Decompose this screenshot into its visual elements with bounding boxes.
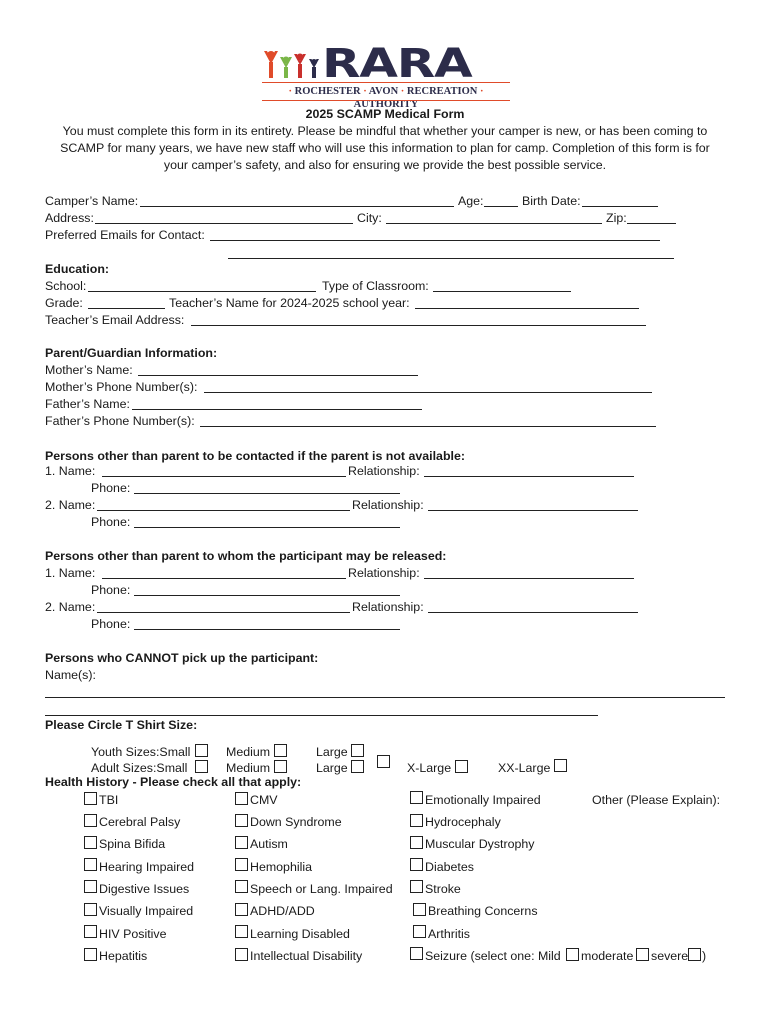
muscular-dystrophy-checkbox[interactable] <box>410 836 423 849</box>
youth-large-label: Large <box>316 745 348 759</box>
grade-field[interactable] <box>88 308 165 309</box>
diabetes-checkbox[interactable] <box>410 858 423 871</box>
hearing-impaired-label: Hearing Impaired <box>99 860 195 874</box>
adhd-add-label: ADHD/ADD <box>250 904 315 918</box>
logo-wordmark: RARA <box>322 41 472 87</box>
adult-xxlarge-label: XX-Large <box>498 761 551 775</box>
hearing-impaired-checkbox[interactable] <box>84 858 97 871</box>
down-syndrome-label: Down Syndrome <box>250 815 342 829</box>
health-other-label: Other (Please Explain): <box>592 793 721 807</box>
father-phone-field[interactable] <box>200 426 656 427</box>
speech-lang-impaired-label: Speech or Lang. Impaired <box>250 882 393 896</box>
parent-heading: Parent/Guardian Information: <box>45 346 218 360</box>
emails-field-2[interactable] <box>228 258 674 259</box>
seizure-close-paren: ) <box>702 949 707 963</box>
cmv-label: CMV <box>250 793 278 807</box>
age-field[interactable] <box>484 206 518 207</box>
adult-xlarge-checkbox[interactable] <box>455 760 468 773</box>
hydrocephaly-checkbox[interactable] <box>410 814 423 827</box>
logo-rule-top <box>262 82 510 83</box>
adhd-add-checkbox[interactable] <box>235 903 248 916</box>
zip-label: Zip: <box>606 211 627 225</box>
intro-line-1: You must complete this form in its entirety. Please be mindful that whether your camper is new, or has been coming to <box>62 124 708 138</box>
contact-2-relationship-field[interactable] <box>428 510 638 511</box>
hydrocephaly-label: Hydrocephaly <box>425 815 501 829</box>
learning-disabled-label: Learning Disabled <box>250 927 350 941</box>
diabetes-label: Diabetes <box>425 860 474 874</box>
grade-label: Grade: <box>45 296 83 310</box>
adult-xlarge-label: X-Large <box>407 761 452 775</box>
stroke-checkbox[interactable] <box>410 880 423 893</box>
cerebral-palsy-label: Cerebral Palsy <box>99 815 181 829</box>
digestive-issues-checkbox[interactable] <box>84 880 97 893</box>
intellectual-disability-label: Intellectual Disability <box>250 949 363 963</box>
breathing-concerns-label: Breathing Concerns <box>428 904 538 918</box>
hiv-positive-label: HIV Positive <box>99 927 167 941</box>
spina-bifida-label: Spina Bifida <box>99 837 166 851</box>
tbi-checkbox[interactable] <box>84 792 97 805</box>
contact-2-phone-label: Phone: <box>91 515 131 529</box>
visually-impaired-label: Visually Impaired <box>99 904 194 918</box>
mother-phone-field[interactable] <box>204 392 652 393</box>
release-2-phone-field[interactable] <box>134 629 400 630</box>
mother-name-label: Mother’s Name: <box>45 363 133 377</box>
adult-large-extra-checkbox[interactable] <box>377 755 390 768</box>
down-syndrome-checkbox[interactable] <box>235 814 248 827</box>
seizure-mild-checkbox[interactable] <box>566 948 579 961</box>
school-label: School: <box>45 279 87 293</box>
zip-field[interactable] <box>627 223 676 224</box>
adult-medium-checkbox[interactable] <box>274 760 287 773</box>
release-2-phone-label: Phone: <box>91 617 131 631</box>
arthritis-label: Arthritis <box>428 927 470 941</box>
no-pickup-heading: Persons who CANNOT pick up the participant: <box>45 651 319 665</box>
mother-phone-label: Mother’s Phone Number(s): <box>45 380 198 394</box>
education-heading: Education: <box>45 262 110 276</box>
birth-date-label: Birth Date: <box>522 194 581 208</box>
release-2-name-field[interactable] <box>97 612 350 613</box>
mother-name-field[interactable] <box>138 375 418 376</box>
digestive-issues-label: Digestive Issues <box>99 882 190 896</box>
birth-date-field[interactable] <box>582 206 658 207</box>
emotionally-impaired-checkbox[interactable] <box>410 791 423 804</box>
release-2-relationship-label: Relationship: <box>352 600 424 614</box>
seizure-severe-checkbox[interactable] <box>688 948 701 961</box>
hepatitis-checkbox[interactable] <box>84 948 97 961</box>
city-label: City: <box>357 211 382 225</box>
contact-1-name-label: 1. Name: <box>45 464 96 478</box>
camper-name-field[interactable] <box>140 206 454 207</box>
health-heading: Health History - Please check all that apply: <box>45 775 302 789</box>
seizure-severe-label: severe <box>651 949 689 963</box>
contact-1-phone-field[interactable] <box>134 493 400 494</box>
visually-impaired-checkbox[interactable] <box>84 903 97 916</box>
release-1-name-label: 1. Name: <box>45 566 96 580</box>
no-pickup-names-field-2[interactable] <box>45 715 598 716</box>
adult-medium-label: Medium <box>226 761 271 775</box>
people-figures-icon <box>262 46 326 82</box>
intellectual-disability-checkbox[interactable] <box>235 948 248 961</box>
contact-1-relationship-field[interactable] <box>424 476 634 477</box>
youth-medium-label: Medium <box>226 745 271 759</box>
contact-2-name-label: 2. Name: <box>45 498 96 512</box>
teacher-email-field[interactable] <box>191 325 646 326</box>
hiv-positive-checkbox[interactable] <box>84 925 97 938</box>
city-field[interactable] <box>386 223 602 224</box>
release-1-phone-label: Phone: <box>91 583 131 597</box>
release-2-relationship-field[interactable] <box>428 612 638 613</box>
arthritis-checkbox[interactable] <box>413 925 426 938</box>
teacher-name-label: Teacher’s Name for 2024-2025 school year: <box>169 296 410 310</box>
release-1-relationship-label: Relationship: <box>348 566 420 580</box>
adult-xxlarge-checkbox[interactable] <box>554 759 567 772</box>
cerebral-palsy-checkbox[interactable] <box>84 814 97 827</box>
spina-bifida-checkbox[interactable] <box>84 836 97 849</box>
emotionally-impaired-label: Emotionally Impaired <box>425 793 541 807</box>
autism-label: Autism <box>250 837 288 851</box>
father-phone-label: Father’s Phone Number(s): <box>45 414 195 428</box>
release-2-name-label: 2. Name: <box>45 600 96 614</box>
intro-line-2: SCAMP for many years, we have new staff who will use this information to plan for camp. Completion of this form is for <box>60 141 710 155</box>
release-heading: Persons other than parent to whom the participant may be released: <box>45 549 447 563</box>
hepatitis-label: Hepatitis <box>99 949 148 963</box>
seizure-moderate-label: moderate <box>581 949 634 963</box>
seizure-checkbox[interactable] <box>410 947 423 960</box>
emails-label: Preferred Emails for Contact: <box>45 228 205 242</box>
address-label: Address: <box>45 211 94 225</box>
intro-line-3: your camper’s safety, and also for ensuring we provide the best possible service. <box>163 158 607 172</box>
adult-large-label: Large <box>316 761 348 775</box>
seizure-moderate-checkbox[interactable] <box>636 948 649 961</box>
youth-large-checkbox[interactable] <box>351 744 364 757</box>
cmv-checkbox[interactable] <box>235 792 248 805</box>
breathing-concerns-checkbox[interactable] <box>413 903 426 916</box>
school-field[interactable] <box>88 291 316 292</box>
contact-1-name-field[interactable] <box>102 476 346 477</box>
learning-disabled-checkbox[interactable] <box>235 925 248 938</box>
adult-small-checkbox[interactable] <box>195 760 208 773</box>
tshirt-heading: Please Circle T Shirt Size: <box>45 718 198 732</box>
release-1-relationship-field[interactable] <box>424 578 634 579</box>
contact-2-name-field[interactable] <box>97 510 350 511</box>
form-title: 2025 SCAMP Medical Form <box>305 107 465 121</box>
speech-lang-impaired-checkbox[interactable] <box>235 880 248 893</box>
youth-small-checkbox[interactable] <box>195 744 208 757</box>
teacher-name-field[interactable] <box>415 308 639 309</box>
emails-field[interactable] <box>210 240 660 241</box>
tbi-label: TBI <box>99 793 119 807</box>
age-label: Age: <box>458 194 484 208</box>
no-pickup-names-field[interactable] <box>45 697 725 698</box>
autism-checkbox[interactable] <box>235 836 248 849</box>
address-field[interactable] <box>95 223 353 224</box>
camper-name-label: Camper’s Name: <box>45 194 139 208</box>
no-pickup-names-label: Name(s): <box>45 668 96 682</box>
teacher-email-label: Teacher’s Email Address: <box>45 313 185 327</box>
youth-medium-checkbox[interactable] <box>274 744 287 757</box>
adult-large-checkbox[interactable] <box>351 760 364 773</box>
logo-rule-bottom <box>262 100 510 101</box>
contact-2-relationship-label: Relationship: <box>352 498 424 512</box>
hemophilia-checkbox[interactable] <box>235 858 248 871</box>
contacts-heading: Persons other than parent to be contacted if the parent is not available: <box>45 449 465 463</box>
release-1-phone-field[interactable] <box>134 595 400 596</box>
classroom-type-label: Type of Classroom: <box>322 279 429 293</box>
contact-2-phone-field[interactable] <box>134 527 400 528</box>
muscular-dystrophy-label: Muscular Dystrophy <box>425 837 535 851</box>
seizure-label: Seizure (select one: Mild <box>425 949 561 963</box>
stroke-label: Stroke <box>425 882 461 896</box>
contact-1-relationship-label: Relationship: <box>348 464 420 478</box>
hemophilia-label: Hemophilia <box>250 860 312 874</box>
contact-1-phone-label: Phone: <box>91 481 131 495</box>
father-name-label: Father’s Name: <box>45 397 130 411</box>
father-name-field[interactable] <box>132 409 422 410</box>
logo-tagline: · ROCHESTER · AVON · RECREATION · AUTHORITY <box>288 86 484 110</box>
release-1-name-field[interactable] <box>102 578 346 579</box>
adult-sizes-label: Adult Sizes:Small <box>91 761 188 775</box>
youth-sizes-label: Youth Sizes:Small <box>91 745 191 759</box>
classroom-type-field[interactable] <box>433 291 571 292</box>
